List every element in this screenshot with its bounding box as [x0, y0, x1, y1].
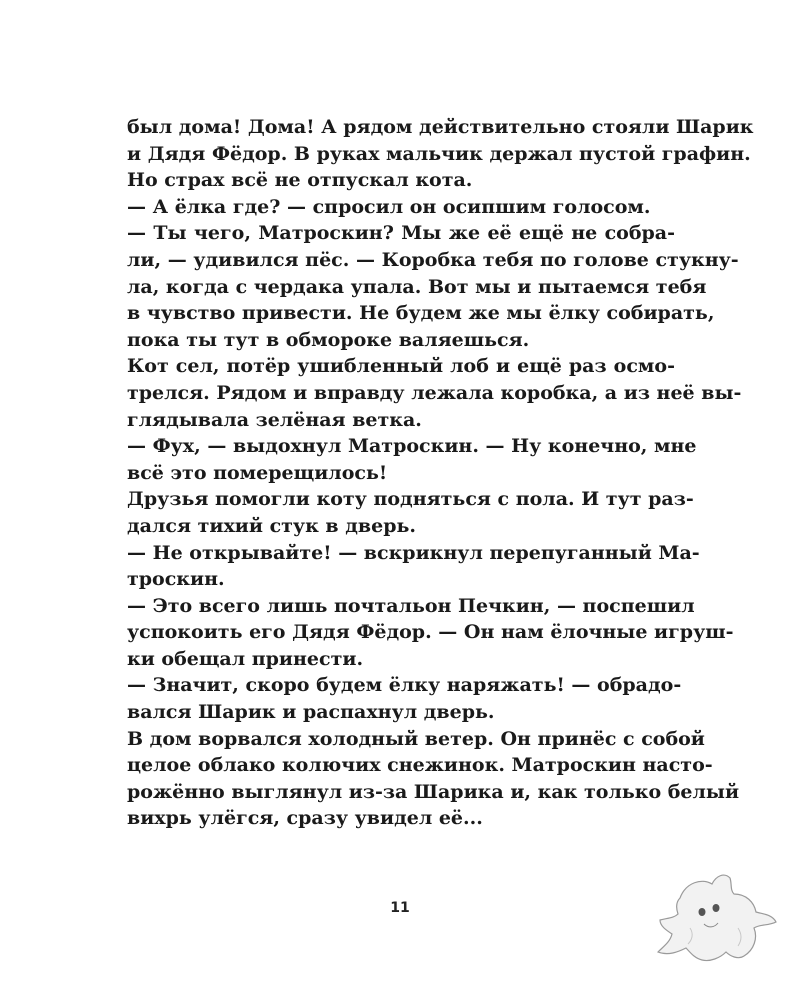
text-line: — Значит, скоро будем ёлку наряжать! — обрадо- — [127, 674, 682, 697]
text-line: трелся. Рядом и вправду лежала коробка, а из неё вы- — [127, 381, 742, 404]
page-number: 11 — [390, 900, 410, 916]
text-line: — Не открывайте! — вскрикнул перепуганный Ма- — [127, 541, 700, 564]
ghost-icon — [650, 868, 780, 968]
text-line: — Это всего лишь почтальон Печкин, — поспешил — [127, 594, 695, 617]
text-line: глядывала зелёная ветка. — [127, 408, 422, 431]
text-line: ки обещал принести. — [127, 647, 364, 670]
text-line: целое облако колючих снежинок. Матроскин насто- — [127, 754, 713, 777]
text-line: вихрь улёгся, сразу увидел её... — [127, 807, 483, 830]
text-line: ли, — удивился пёс. — Коробка тебя по голове стукну- — [127, 248, 739, 271]
text-line: успокоить его Дядя Фёдор. — Он нам ёлочные игруш- — [127, 621, 734, 644]
text-line: В дом ворвался холодный ветер. Он принёс с собой — [127, 727, 705, 750]
text-line: Но страх всё не отпускал кота. — [127, 169, 473, 192]
text-line: троскин. — [127, 568, 225, 591]
text-line: был дома! Дома! А рядом действительно стояли Шарик — [127, 116, 754, 138]
body-text — [127, 114, 754, 832]
text-line: всё это померещилось! — [127, 461, 388, 484]
text-line: — Фух, — выдохнул Матроскин. — Ну конечно, мне — [127, 435, 697, 458]
text-line: Друзья помогли коту подняться с пола. И тут раз- — [127, 488, 694, 511]
text-line: ла, когда с чердака упала. Вот мы и пытаемся тебя — [127, 275, 707, 298]
text-line: Кот сел, потёр ушибленный лоб и ещё раз осмо- — [127, 355, 675, 378]
text-line: дался тихий стук в дверь. — [127, 514, 416, 537]
text-line: — Ты чего, Матроскин? Мы же её ещё не собра- — [127, 222, 675, 245]
text-line: и Дядя Фёдор. В руках мальчик держал пустой графин. — [127, 142, 751, 165]
text-line: в чувство привести. Не будем же мы ёлку собирать, — [127, 302, 715, 325]
text-line: пока ты тут в обмороке валяешься. — [127, 328, 530, 351]
text-line: — А ёлка где? — спросил он осипшим голосом. — [127, 195, 651, 218]
text-line: рожённо выглянул из-за Шарика и, как только белый — [127, 780, 740, 803]
text-line: вался Шарик и распахнул дверь. — [127, 701, 495, 724]
